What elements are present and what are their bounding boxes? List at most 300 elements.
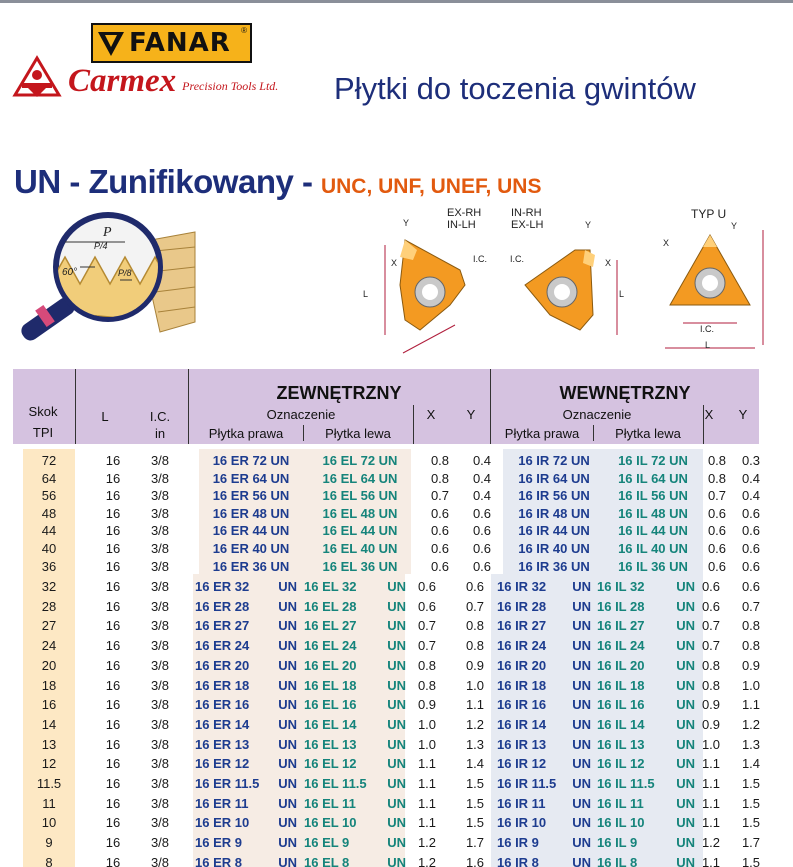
- cell-suffix: UN: [387, 835, 406, 851]
- cell-y2: 1.5: [741, 795, 761, 811]
- table-row: [13, 774, 759, 794]
- cell-suffix: UN: [572, 736, 591, 752]
- table-row: [13, 597, 759, 617]
- table-row: [13, 616, 759, 636]
- cell-l: 16: [105, 453, 121, 468]
- cell-er: 16 ER 8: [195, 854, 242, 867]
- label-in-rh: IN-RH: [511, 207, 542, 219]
- cell-er: 16 ER 56 UN: [212, 488, 290, 504]
- cell-ic: 3/8: [150, 795, 170, 811]
- cell-er: 16 ER 36 UN: [212, 558, 290, 574]
- cell-tpi: 56: [41, 488, 57, 504]
- cell-x1: 1.1: [417, 815, 437, 831]
- cell-suffix: UN: [676, 697, 695, 713]
- header-left-insert-ext: Płytka lewa: [325, 426, 391, 441]
- cell-ir: 16 IR 64 UN: [518, 470, 590, 486]
- cell-l: 16: [105, 618, 121, 634]
- cell-l: 16: [105, 697, 121, 713]
- cell-er: 16 ER 20: [195, 657, 250, 673]
- section-title: [14, 163, 541, 201]
- cell-il: 16 IL 40 UN: [618, 541, 688, 556]
- cell-ic: 3/8: [150, 835, 170, 851]
- cell-er: 16 ER 9: [195, 835, 242, 851]
- cell-ir: 16 IR 72 UN: [518, 453, 590, 468]
- cell-suffix: UN: [572, 756, 591, 772]
- section-title-standards: UNC, UNF, UNEF, UNS: [320, 175, 542, 198]
- cell-ic: 3/8: [150, 697, 170, 713]
- cell-suffix: UN: [676, 776, 695, 791]
- cell-suffix: UN: [278, 638, 297, 654]
- cell-el: 16 EL 56 UN: [322, 488, 398, 504]
- cell-ir: 16 IR 9: [497, 835, 539, 851]
- cell-ir: 16 IR 12: [497, 756, 547, 772]
- cell-suffix: UN: [387, 716, 406, 732]
- cell-y1: 0.8: [465, 618, 485, 634]
- cell-er: 16 ER 24: [195, 638, 250, 654]
- cell-el: 16 EL 32: [304, 579, 357, 594]
- cell-ir: 16 IR 56 UN: [518, 488, 590, 504]
- cell-er: 16 ER 64 UN: [212, 470, 290, 486]
- cell-er: 16 ER 18: [195, 677, 250, 693]
- cell-suffix: UN: [676, 835, 695, 851]
- cell-y2: 0.8: [741, 618, 761, 634]
- cell-il: 16 IL 10: [597, 815, 645, 831]
- cell-ir: 16 IR 11: [497, 795, 546, 811]
- cell-suffix: UN: [572, 677, 591, 693]
- cell-l: 16: [105, 638, 121, 654]
- cell-x1: 0.7: [417, 638, 437, 654]
- cell-suffix: UN: [387, 736, 406, 752]
- cell-suffix: UN: [278, 618, 297, 634]
- header-designation-int: Oznaczenie: [562, 407, 632, 422]
- cell-x2: 1.1: [701, 795, 721, 811]
- cell-y1: 1.0: [465, 677, 485, 693]
- fanar-wordmark: FANAR: [129, 28, 231, 58]
- cell-er: 16 ER 13: [195, 736, 250, 752]
- cell-suffix: UN: [278, 736, 297, 752]
- cell-ir: 16 IR 40 UN: [518, 541, 590, 556]
- cell-il: 16 IL 28: [597, 598, 645, 614]
- cell-y2: 0.6: [741, 505, 761, 521]
- cell-suffix: UN: [676, 677, 695, 693]
- label-angle: 60°: [62, 267, 78, 278]
- cell-x2: 0.7: [707, 488, 727, 504]
- header-left-insert-int: Płytka lewa: [615, 426, 681, 441]
- table-row: [13, 754, 759, 774]
- cell-suffix: UN: [676, 815, 695, 831]
- table-row: [13, 577, 759, 597]
- cell-suffix: UN: [278, 677, 297, 693]
- cell-suffix: UN: [572, 795, 591, 811]
- cell-x2: 0.7: [701, 638, 721, 654]
- cell-x2: 1.1: [701, 815, 721, 831]
- label-p8: P/8: [118, 268, 132, 278]
- carmex-subtitle: Precision Tools Ltd.: [182, 79, 279, 93]
- cell-ic: 3/8: [150, 488, 170, 504]
- cell-x1: 0.6: [430, 541, 450, 556]
- label-ic-left: I.C.: [473, 254, 488, 264]
- cell-x1: 0.8: [417, 677, 437, 693]
- cell-y1: 1.5: [465, 795, 485, 811]
- cell-y1: 1.2: [465, 716, 485, 732]
- cell-tpi: 11.5: [36, 776, 62, 791]
- cell-x2: 0.6: [707, 558, 727, 574]
- cell-il: 16 IL 18: [597, 677, 645, 693]
- cell-er: 16 ER 48 UN: [212, 505, 290, 521]
- cell-ir: 16 IR 18: [497, 677, 547, 693]
- header-right-insert-int: Płytka prawa: [504, 426, 580, 441]
- header-x-int: X: [704, 407, 714, 422]
- cell-suffix: UN: [572, 579, 591, 594]
- cell-el: 16 EL 11.5: [304, 776, 367, 791]
- cell-x1: 0.9: [417, 697, 437, 713]
- cell-y1: 0.8: [465, 638, 485, 654]
- cell-y1: 1.5: [465, 776, 485, 791]
- cell-x2: 0.8: [701, 677, 721, 693]
- cell-x1: 1.0: [417, 736, 437, 752]
- header-internal: WEWNĘTRZNY: [559, 383, 691, 403]
- cell-l: 16: [105, 657, 121, 673]
- cell-el: 16 EL 14: [304, 716, 357, 732]
- cell-tpi: 24: [41, 638, 57, 654]
- label-l-middle: L: [619, 289, 625, 299]
- cell-x1: 0.8: [430, 453, 450, 468]
- label-x-right: X: [663, 238, 670, 248]
- label-p: P: [103, 225, 112, 240]
- cell-ir: 16 IR 36 UN: [518, 558, 590, 574]
- cell-er: 16 ER 44 UN: [212, 523, 290, 539]
- cell-x2: 0.6: [707, 505, 727, 521]
- table-row: [13, 735, 759, 755]
- cell-il: 16 IL 12: [597, 756, 645, 772]
- cell-x2: 0.6: [701, 598, 721, 614]
- cell-x1: 0.6: [430, 505, 450, 521]
- cell-ic: 3/8: [150, 756, 170, 772]
- label-y-middle: Y: [585, 220, 592, 230]
- cell-x2: 0.6: [701, 579, 721, 594]
- cell-ic: 3/8: [150, 815, 170, 831]
- label-typ-u: TYP U: [691, 207, 727, 221]
- table-row: [13, 558, 759, 576]
- cell-suffix: UN: [278, 815, 297, 831]
- label-x-middle: X: [605, 258, 612, 268]
- cell-el: 16 EL 40 UN: [322, 541, 398, 556]
- cell-suffix: UN: [676, 638, 695, 654]
- cell-er: 16 ER 72 UN: [212, 453, 290, 468]
- table-row: [13, 794, 759, 814]
- cell-tpi: 48: [41, 505, 57, 521]
- cell-x1: 0.7: [430, 488, 450, 504]
- cell-l: 16: [105, 736, 121, 752]
- cell-il: 16 IL 14: [597, 716, 645, 732]
- cell-x1: 0.6: [417, 598, 437, 614]
- cell-x2: 1.0: [701, 736, 721, 752]
- cell-suffix: UN: [572, 854, 591, 867]
- cell-ic: 3/8: [150, 453, 170, 468]
- cell-x2: 1.2: [701, 835, 721, 851]
- cell-tpi: 13: [41, 736, 57, 752]
- cell-suffix: UN: [572, 716, 591, 732]
- cell-suffix: UN: [387, 677, 406, 693]
- cell-y1: 1.3: [465, 736, 485, 752]
- table-row: [13, 715, 759, 735]
- cell-x2: 0.8: [707, 453, 727, 468]
- cell-tpi: 12: [41, 756, 57, 772]
- cell-y2: 0.9: [741, 657, 761, 673]
- cell-tpi: 40: [41, 541, 57, 556]
- cell-tpi: 64: [41, 470, 57, 486]
- cell-x1: 0.8: [417, 657, 437, 673]
- cell-y2: 1.5: [741, 776, 761, 791]
- cell-el: 16 EL 8: [304, 854, 350, 867]
- cell-il: 16 IL 56 UN: [618, 488, 688, 504]
- carmex-logo: [12, 55, 278, 99]
- registered-icon: ®: [241, 26, 247, 35]
- table-row: [13, 636, 759, 656]
- cell-el: 16 EL 11: [304, 795, 356, 811]
- cell-ic: 3/8: [150, 505, 170, 521]
- cell-suffix: UN: [572, 638, 591, 654]
- cell-l: 16: [105, 756, 121, 772]
- cell-x2: 1.1: [701, 776, 721, 791]
- cell-tpi: 10: [41, 815, 57, 831]
- cell-il: 16 IL 36 UN: [618, 558, 688, 574]
- label-x-left: X: [391, 258, 398, 268]
- cell-il: 16 IL 13: [597, 736, 645, 752]
- cell-il: 16 IL 8: [597, 854, 638, 867]
- cell-y1: 0.7: [465, 598, 485, 614]
- label-ex-rh: EX-RH: [447, 207, 482, 219]
- label-ic-right: I.C.: [700, 324, 715, 334]
- cell-suffix: UN: [278, 579, 297, 594]
- cell-l: 16: [105, 488, 121, 504]
- cell-l: 16: [105, 523, 121, 539]
- carmex-emblem-icon: [12, 55, 62, 99]
- cell-y1: 0.6: [472, 523, 492, 539]
- label-p4: P/4: [94, 241, 108, 251]
- cell-ic: 3/8: [150, 854, 170, 867]
- header-y-ext: Y: [466, 407, 476, 422]
- cell-ic: 3/8: [150, 558, 170, 574]
- top-rule: [0, 0, 793, 3]
- cell-ir: 16 IR 8: [497, 854, 539, 867]
- header-y-int: Y: [738, 407, 748, 422]
- cell-y2: 0.8: [741, 638, 761, 654]
- cell-y1: 0.6: [472, 505, 492, 521]
- cell-suffix: UN: [676, 579, 695, 594]
- cell-suffix: UN: [572, 618, 591, 634]
- table-row: [13, 470, 759, 488]
- cell-suffix: UN: [676, 618, 695, 634]
- cell-el: 16 EL 28: [304, 598, 357, 614]
- cell-suffix: UN: [572, 815, 591, 831]
- table-row: [13, 522, 759, 540]
- cell-y2: 1.5: [741, 854, 761, 867]
- cell-ir: 16 IR 44 UN: [518, 523, 590, 539]
- cell-ic: 3/8: [150, 579, 170, 594]
- cell-suffix: UN: [387, 638, 406, 654]
- cell-x1: 0.8: [430, 470, 450, 486]
- cell-ir: 16 IR 13: [497, 736, 547, 752]
- cell-suffix: UN: [387, 697, 406, 713]
- cell-ir: 16 IR 27: [497, 618, 547, 634]
- cell-tpi: 18: [41, 677, 57, 693]
- cell-ic: 3/8: [150, 677, 170, 693]
- cell-suffix: UN: [387, 579, 406, 594]
- header-designation-ext: Oznaczenie: [266, 407, 336, 422]
- page-title: Płytki do toczenia gwintów: [334, 71, 696, 106]
- cell-suffix: UN: [387, 657, 406, 673]
- cell-x1: 1.2: [417, 835, 437, 851]
- cell-suffix: UN: [676, 854, 695, 867]
- label-y-left: Y: [403, 218, 410, 228]
- table-row: [13, 656, 759, 676]
- cell-x1: 0.6: [430, 558, 450, 574]
- cell-suffix: UN: [572, 657, 591, 673]
- cell-y1: 1.6: [465, 854, 485, 867]
- cell-x2: 0.6: [707, 523, 727, 539]
- cell-suffix: UN: [387, 795, 406, 811]
- cell-x1: 1.1: [417, 756, 437, 772]
- cell-l: 16: [105, 835, 121, 851]
- cell-ir: 16 IR 14: [497, 716, 547, 732]
- cell-il: 16 IL 44 UN: [618, 523, 688, 539]
- cell-el: 16 EL 24: [304, 638, 357, 654]
- header-ic: I.C.: [149, 409, 171, 424]
- cell-y2: 0.6: [741, 558, 761, 574]
- cell-suffix: UN: [676, 795, 695, 811]
- cell-x2: 0.9: [701, 716, 721, 732]
- carmex-wordmark: Carmex: [68, 63, 177, 99]
- cell-y2: 1.3: [741, 736, 761, 752]
- cell-el: 16 EL 9: [304, 835, 350, 851]
- cell-l: 16: [105, 854, 121, 867]
- cell-suffix: UN: [387, 598, 406, 614]
- cell-y1: 0.6: [472, 541, 492, 556]
- cell-il: 16 IL 64 UN: [618, 470, 688, 486]
- cell-l: 16: [105, 716, 121, 732]
- cell-er: 16 ER 14: [195, 716, 250, 732]
- cell-er: 16 ER 32: [195, 579, 250, 594]
- cell-il: 16 IL 11: [597, 795, 644, 811]
- header-tpi: TPI: [32, 425, 54, 440]
- cell-suffix: UN: [278, 835, 297, 851]
- cell-y2: 0.6: [741, 541, 761, 556]
- cell-y2: 1.5: [741, 815, 761, 831]
- header-skok: Skok: [28, 404, 58, 419]
- cell-el: 16 EL 16: [304, 697, 357, 713]
- cell-suffix: UN: [278, 776, 297, 791]
- cell-y1: 1.5: [465, 815, 485, 831]
- cell-suffix: UN: [278, 716, 297, 732]
- cell-ic: 3/8: [150, 776, 170, 791]
- cell-il: 16 IL 24: [597, 638, 645, 654]
- cell-y1: 1.7: [465, 835, 485, 851]
- cell-suffix: UN: [572, 598, 591, 614]
- cell-il: 16 IL 9: [597, 835, 638, 851]
- label-ex-lh: EX-LH: [511, 219, 544, 231]
- cell-x2: 0.6: [707, 541, 727, 556]
- cell-el: 16 EL 44 UN: [322, 523, 398, 539]
- cell-er: 16 ER 12: [195, 756, 250, 772]
- cell-suffix: UN: [278, 854, 297, 867]
- cell-er: 16 ER 28: [195, 598, 250, 614]
- cell-tpi: 20: [41, 657, 57, 673]
- cell-suffix: UN: [676, 657, 695, 673]
- cell-ic: 3/8: [150, 470, 170, 486]
- cell-tpi: 32: [41, 579, 57, 594]
- header-external: ZEWNĘTRZNY: [276, 383, 402, 403]
- cell-ic: 3/8: [150, 598, 170, 614]
- cell-y2: 0.4: [741, 488, 761, 504]
- cell-y2: 0.3: [741, 453, 761, 468]
- cell-ir: 16 IR 48 UN: [518, 505, 590, 521]
- cell-y2: 0.4: [741, 470, 761, 486]
- cell-el: 16 EL 10: [304, 815, 357, 831]
- cell-tpi: 72: [41, 453, 57, 468]
- table-row: [13, 676, 759, 696]
- cell-el: 16 EL 72 UN: [322, 453, 398, 468]
- cell-tpi: 9: [45, 835, 53, 851]
- cell-x1: 1.2: [417, 854, 437, 867]
- cell-el: 16 EL 36 UN: [322, 558, 398, 574]
- cell-y2: 0.6: [741, 523, 761, 539]
- cell-tpi: 27: [41, 618, 57, 634]
- insert-left-hand-shape: [525, 250, 617, 335]
- cell-y2: 0.6: [741, 579, 761, 594]
- table-row: [13, 813, 759, 833]
- cell-el: 16 EL 27: [304, 618, 357, 634]
- cell-ir: 16 IR 10: [497, 815, 547, 831]
- cell-x1: 1.0: [417, 716, 437, 732]
- cell-y1: 0.9: [465, 657, 485, 673]
- cell-tpi: 44: [41, 523, 57, 539]
- cell-ir: 16 IR 32: [497, 579, 547, 594]
- cell-tpi: 8: [45, 854, 53, 867]
- cell-y1: 0.4: [472, 470, 492, 486]
- cell-ic: 3/8: [150, 638, 170, 654]
- cell-y1: 0.4: [472, 453, 492, 468]
- table-row: [13, 505, 759, 523]
- cell-er: 16 ER 16: [195, 697, 250, 713]
- cell-y2: 0.7: [741, 598, 761, 614]
- cell-il: 16 IL 16: [597, 697, 645, 713]
- table-row: [13, 695, 759, 715]
- cell-ir: 16 IR 11.5: [497, 776, 557, 791]
- header-ic-unit: in: [154, 426, 166, 441]
- thread-profile-illustration: [10, 212, 200, 362]
- cell-er: 16 ER 27: [195, 618, 250, 634]
- table-row: [13, 487, 759, 505]
- cell-il: 16 IL 32: [597, 579, 645, 594]
- cell-x1: 0.6: [417, 579, 437, 594]
- cell-ir: 16 IR 24: [497, 638, 547, 654]
- cell-suffix: UN: [278, 657, 297, 673]
- cell-suffix: UN: [278, 598, 297, 614]
- cell-x2: 0.8: [707, 470, 727, 486]
- cell-x2: 0.7: [701, 618, 721, 634]
- label-l-right: L: [705, 340, 711, 350]
- cell-il: 16 IL 11.5: [597, 776, 655, 791]
- cell-il: 16 IL 20: [597, 657, 645, 673]
- cell-suffix: UN: [387, 618, 406, 634]
- cell-ic: 3/8: [150, 523, 170, 539]
- insert-dimension-drawings: [355, 205, 775, 365]
- cell-l: 16: [105, 470, 121, 486]
- cell-tpi: 16: [41, 697, 57, 713]
- cell-el: 16 EL 64 UN: [322, 470, 398, 486]
- table-row: [13, 540, 759, 558]
